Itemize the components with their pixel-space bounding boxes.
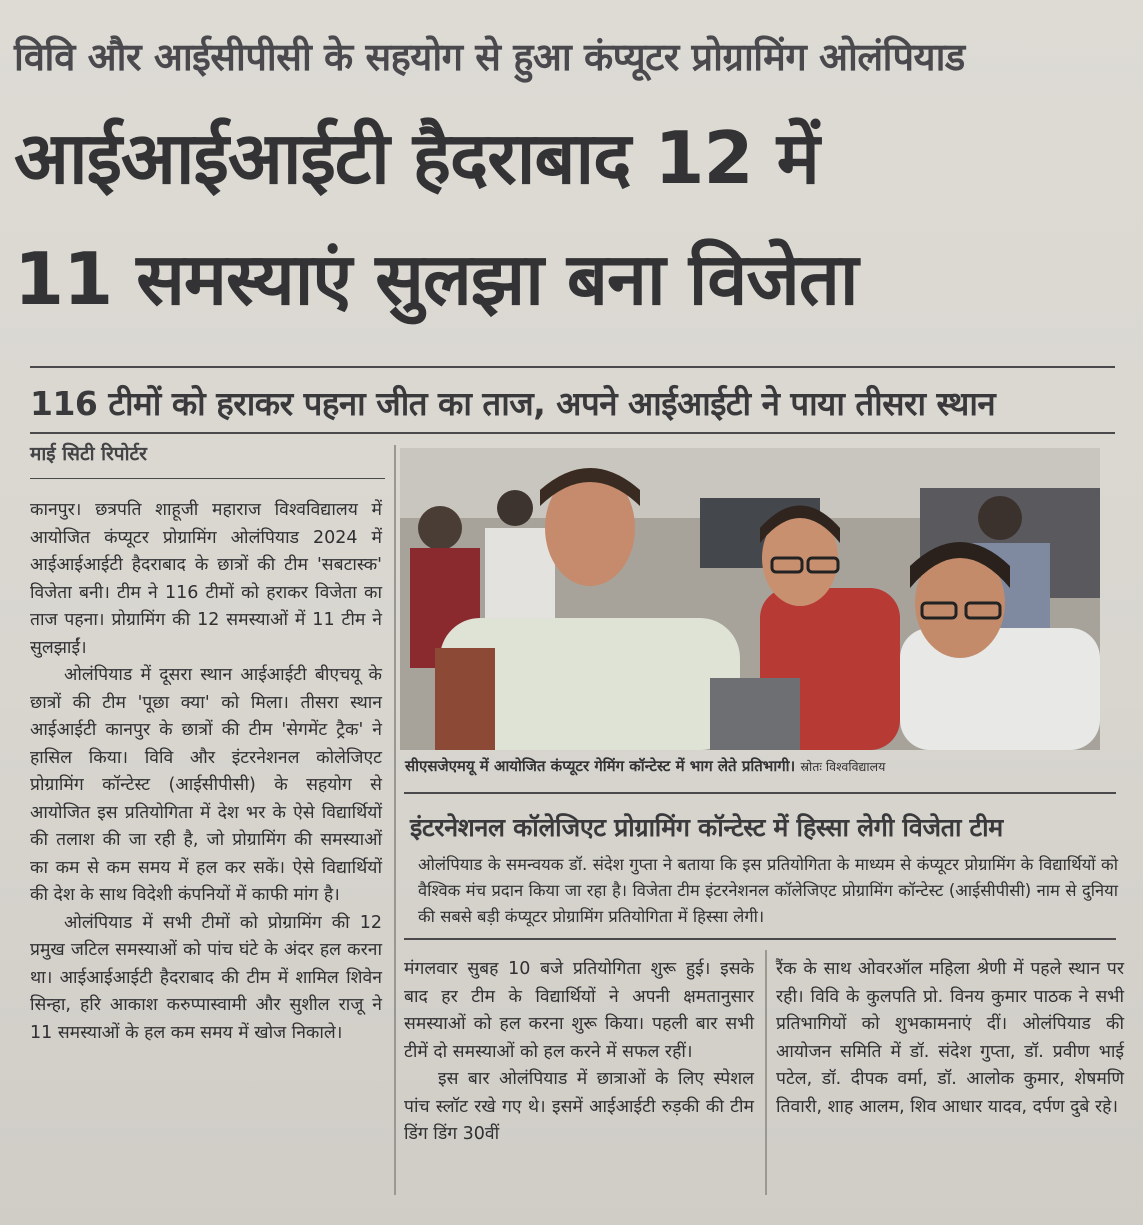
- deck-subheadline: 116 टीमों को हराकर पहना जीत का ताज, अपने आईआईटी ने पाया तीसरा स्थान: [30, 384, 996, 423]
- column-divider: [394, 445, 396, 1195]
- divider: [404, 938, 1116, 940]
- divider: [30, 432, 1115, 434]
- students-photo-illustration: [400, 448, 1100, 750]
- box-title: इंटरनेशनल कॉलेजिएट प्रोग्रामिंग कॉन्टेस्ट में हिस्सा लेगी विजेता टीम: [410, 813, 1003, 842]
- paragraph: रैंक के साथ ओवरऑल महिला श्रेणी में पहले स्थान पर रही। विवि के कुलपति प्रो. विनय कुमार पाठक ने सभी प्रतिभागियों को शुभकामनाएं दीं। ओलंपियाड की आयोजन समिति में डॉ. संदेश गुप्ता, डॉ. प्रवीण भाई पटेल, डॉ. दीपक वर्मा, डॉ. आलोक कुमार, शेषमणि तिवारी, शाह आलम, शिव आधार यादव, दर्पण दुबे रहे।: [776, 959, 1124, 1117]
- caption-text: सीएसजेएमयू में आयोजित कंप्यूटर गेमिंग कॉन्टेस्ट में भाग लेते प्रतिभागी।: [405, 757, 796, 775]
- divider: [404, 792, 1116, 794]
- paragraph: ओलंपियाड में सभी टीमों को प्रोग्रामिंग की 12 प्रमुख जटिल समस्याओं को पांच घंटे के अंदर हल करना था। आईआईआईटी हैदराबाद की टीम में शामिल शिवेन सिन्हा, हरि आकाश करुप्पास्वामी और सुशील राजू ने 11 समस्याओं के हल कम समय में खोज निकाले।: [30, 912, 382, 1043]
- paragraph: मंगलवार सुबह 10 बजे प्रतियोगिता शुरू हुई। इसके बाद हर टीम के विद्यार्थियों ने अपनी क्षमतानुसार समस्याओं को हल करना शुरू किया। पहली बार सभी टीमें दो समस्याओं को हल करने में सफल रहीं।: [404, 959, 754, 1062]
- divider: [30, 478, 385, 479]
- article-column-2: [404, 956, 754, 1149]
- article-column-3: [776, 956, 1124, 1121]
- divider: [30, 366, 1115, 368]
- paragraph: कानपुर। छत्रपति शाहूजी महाराज विश्वविद्यालय में आयोजित कंप्यूटर प्रोग्रामिंग ओलंपियाड 2024 में आईआईआईटी हैदराबाद के छात्रों की टीम 'सबटास्क' विजेता बनी। टीम ने 116 टीमों को हराकर विजेता का ताज पहना। प्रोग्रामिंग की 12 समस्याओं में 11 टीम ने सुलझाईं।: [30, 500, 382, 658]
- kicker: विवि और आईसीपीसी के सहयोग से हुआ कंप्यूटर प्रोग्रामिंग ओलंपियाड: [14, 35, 965, 79]
- photo-caption: [405, 756, 1105, 776]
- byline: माई सिटी रिपोर्टर: [30, 443, 147, 465]
- paragraph: इस बार ओलंपियाड में छात्राओं के लिए स्पेशल पांच स्लॉट रखे गए थे। इसमें आईआईटी रुड़की की टीम डिंग डिंग 30वीं: [404, 1069, 754, 1144]
- headline-line-1: आईआईआईटी हैदराबाद 12 में: [14, 116, 819, 200]
- column-divider: [765, 950, 767, 1195]
- article-column-1: [30, 497, 382, 1047]
- news-photo: [400, 448, 1100, 750]
- paragraph: ओलंपियाड में दूसरा स्थान आईआईटी बीएचयू के छात्रों की टीम 'पूछा क्या' को मिला। तीसरा स्थान आईआईटी कानपुर के छात्रों की टीम 'सेगमेंट ट्रैक' ने हासिल किया। विवि और इंटरनेशनल कोलेजिएट प्रोग्रामिंग कॉन्टेस्ट (आईसीपीसी) के सहयोग से आयोजित इस प्रतियोगिता में देश भर के ऐसे विद्यार्थियों की तलाश की जा रही है, जो प्रोग्रामिंग की समस्याओं का कम से कम समय में हल कर सकें। ऐसे विद्यार्थियों की देश के साथ विदेशी कंपनियों में काफी मांग है।: [30, 665, 382, 905]
- headline-line-2: 11 समस्याएं सुलझा बना विजेता: [14, 237, 858, 321]
- photo-source: स्रोतः विश्वविद्यालय: [800, 759, 886, 774]
- box-text: ओलंपियाड के समन्वयक डॉ. संदेश गुप्ता ने बताया कि इस प्रतियोगिता के माध्यम से कंप्यूटर प्रोग्रामिंग के विद्यार्थियों को वैश्विक मंच प्रदान किया जा रहा है। विजेता टीम इंटरनेशनल कॉलेजिएट प्रोग्रामिंग कॉन्टेस्ट (आईसीपीसी) नाम से दुनिया की सबसे बड़ी कंप्यूटर प्रोग्रामिंग प्रतियोगिता में हिस्सा लेगी।: [418, 855, 1118, 926]
